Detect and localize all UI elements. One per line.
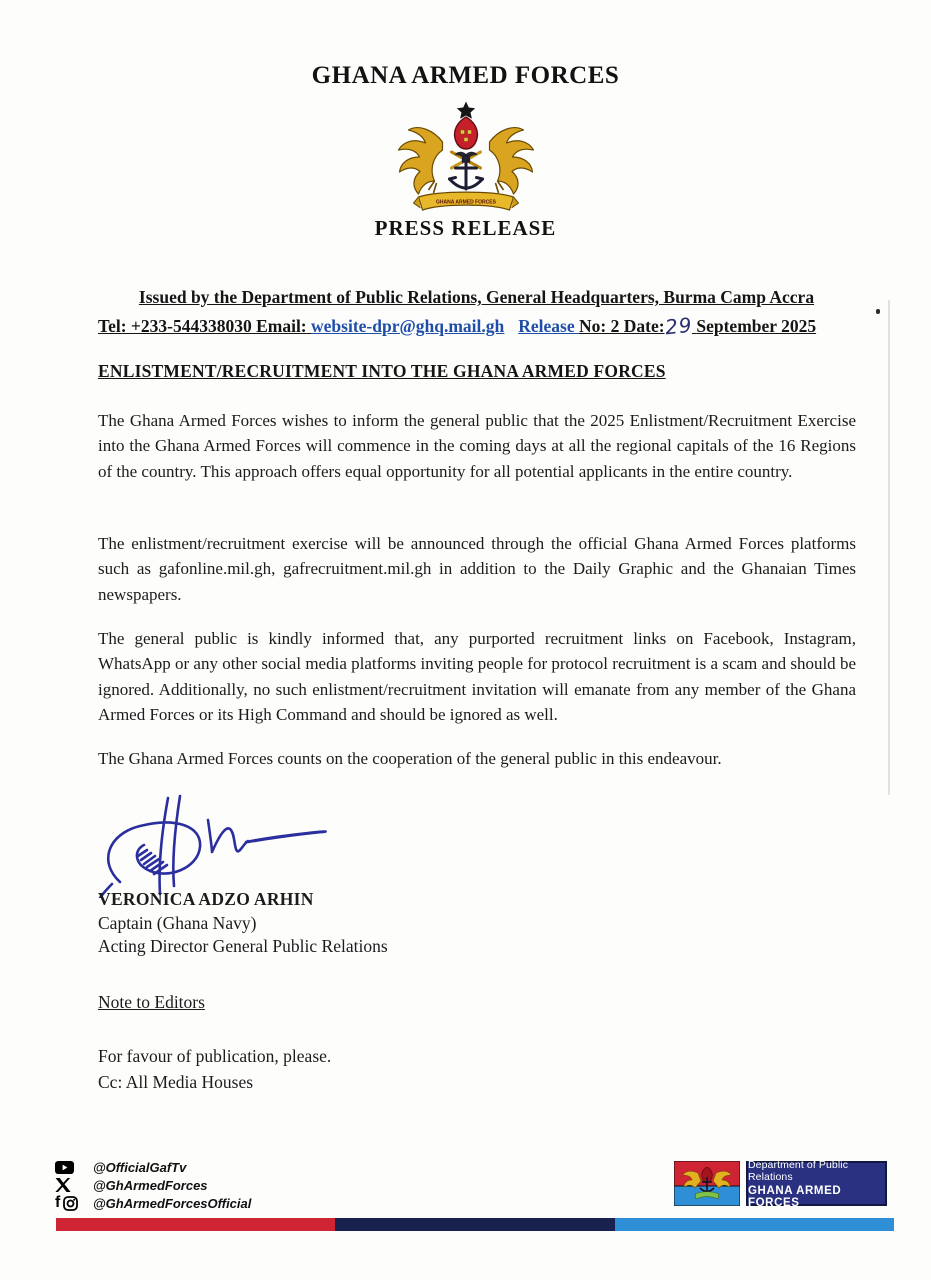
instagram-icon: [63, 1196, 78, 1211]
social-media-block: [55, 1158, 251, 1212]
release-no: No: 2: [579, 316, 620, 336]
signer-rank: Captain (Ghana Navy): [98, 913, 257, 933]
body-paragraph-2: The enlistment/recruitment exercise will be announced through the official Ghana Armed Forces platforms such as gafonline.mil.gh, gafrecruitment.mil.gh in addition to the Daily Graphic and the Ghanaian Times newspapers.: [98, 534, 856, 604]
page-title: GHANA ARMED FORCES: [311, 62, 620, 89]
body-paragraph-4: The Ghana Armed Forces counts on the cooperation of the general public in this endeavour.: [98, 749, 722, 768]
x-icon: [55, 1178, 71, 1192]
facebook-icon: f: [55, 1194, 61, 1211]
signer-name: VERONICA ADZO ARHIN: [98, 889, 314, 909]
contact-line: [98, 312, 858, 340]
scan-artifact-line: [888, 300, 890, 795]
bar-segment-blue: [615, 1218, 894, 1231]
facebook-instagram-handle: @GhArmedForcesOfficial: [93, 1195, 252, 1211]
note-to-editors-heading: Note to Editors: [98, 992, 205, 1012]
tricolor-bottom-bar: [56, 1218, 894, 1231]
signature-scribble: [90, 790, 340, 903]
scan-artifact-speck: [876, 309, 880, 314]
youtube-handle: @OfficialGafTv: [93, 1159, 187, 1175]
department-banner: [746, 1158, 887, 1209]
body-paragraph-3: The general public is kindly informed that, any purported recruitment links on Facebook, Instagram, WhatsApp or any other social media platforms inviting people for protocol recruitment is a scam and should be ignored. Additionally, no such enlistment/recruitment invitation will emanate from any member of the Ghana Armed Forces or its High Command and should be ignored as well.: [98, 629, 856, 725]
handwritten-date: 29: [663, 312, 694, 340]
issued-by-line: Issued by the Department of Public Relations, General Headquarters, Burma Camp Accra: [138, 287, 815, 307]
x-handle: @GhArmedForces: [93, 1177, 208, 1193]
date-rest: September 2025: [696, 316, 817, 336]
social-row-x: [55, 1176, 251, 1194]
date-label: Date:: [623, 316, 665, 336]
department-banner-line2: GHANA ARMED FORCES: [748, 1184, 842, 1209]
social-row-fb-ig: [55, 1194, 251, 1212]
cc-line: Cc: All Media Houses: [98, 1072, 254, 1092]
email-label: Email:: [256, 316, 307, 336]
social-row-youtube: [55, 1158, 251, 1176]
signer-position: Acting Director General Public Relations: [98, 936, 388, 956]
subject-heading: ENLISTMENT/RECRUITMENT INTO THE GHANA ARMED FORCES: [98, 361, 666, 381]
press-release-heading: PRESS RELEASE: [374, 216, 557, 240]
department-banner-line1: Department of Public Relations: [748, 1158, 849, 1183]
gaf-flag-logo: [674, 1161, 740, 1211]
crest-scroll-text: GHANA ARMED FORCES: [435, 199, 496, 206]
bar-segment-red: [56, 1218, 335, 1231]
bar-segment-navy: [335, 1218, 614, 1231]
email-link[interactable]: website-dpr@ghq.mail.gh: [311, 316, 505, 336]
body-paragraph-1: The Ghana Armed Forces wishes to inform the general public that the 2025 Enlistment/Recruitment Exercise into the Ghana Armed Forces will commence in the coming days at all the regional capitals of the 16 Regions of the country. This approach offers equal opportunity for all potential applicants in the entire country.: [98, 411, 856, 481]
tel-label: Tel: +233-544338030: [98, 316, 252, 336]
release-word: Release: [518, 316, 575, 336]
gaf-crest-logo: [378, 100, 553, 221]
publication-line: For favour of publication, please.: [98, 1046, 332, 1066]
youtube-icon: [55, 1161, 74, 1174]
